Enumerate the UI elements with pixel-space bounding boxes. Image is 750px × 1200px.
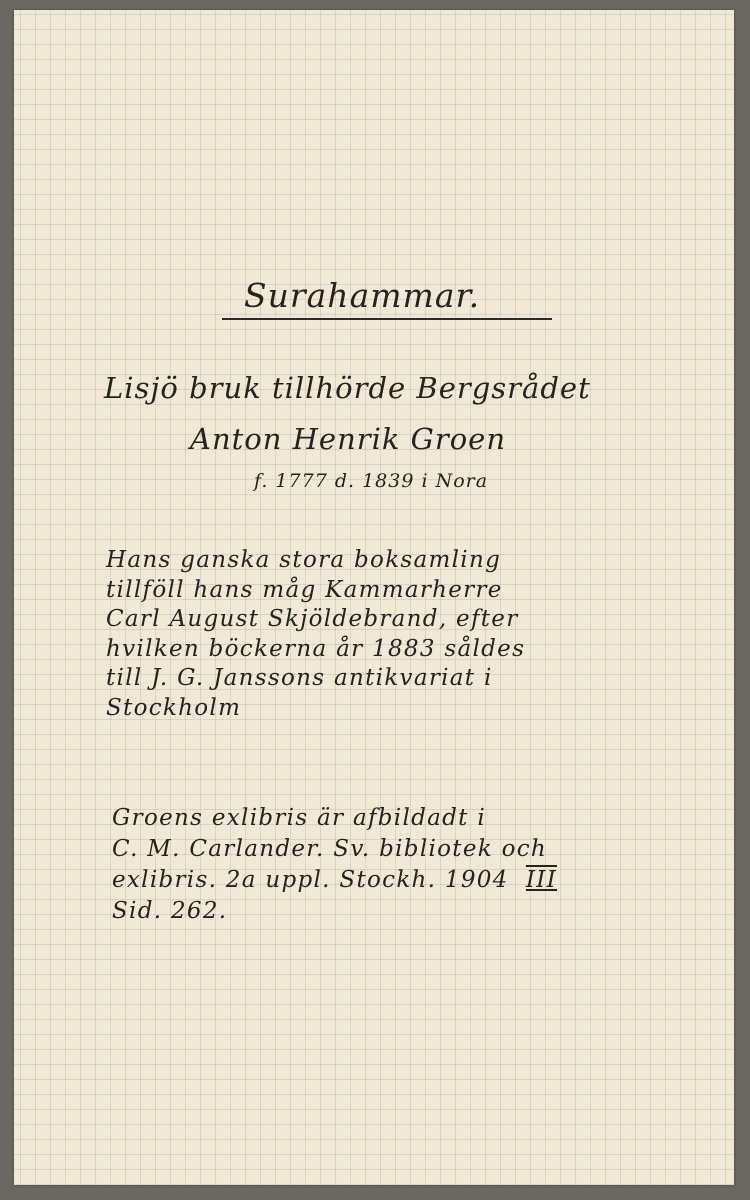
owner-name: Anton Henrik Groen <box>190 422 507 456</box>
ownership-line: Lisjö bruk tillhörde Bergsrådet <box>104 371 591 405</box>
reference-line: Sid. 262. <box>112 898 228 924</box>
manuscript-sheet <box>14 10 734 1185</box>
reference-line: C. M. Carlander. Sv. bibliotek och <box>112 836 548 862</box>
reference-line-with-volume <box>112 865 557 896</box>
reference-line: Groens exlibris är afbildadt i <box>112 805 486 831</box>
paragraph-line: hvilken böckerna år 1883 såldes <box>106 635 526 662</box>
paragraph-line: Carl August Skjöldebrand, efter <box>106 606 519 632</box>
collection-paragraph <box>106 546 525 723</box>
paragraph-line: till J. G. Janssons antikvariat i <box>106 665 493 691</box>
paragraph-line: Stockholm <box>106 694 242 721</box>
title-underline <box>222 318 552 320</box>
owner-dates: f. 1777 d. 1839 i Nora <box>254 470 489 492</box>
paragraph-line: tillföll hans måg Kammarherre <box>106 576 503 603</box>
reference-line: exlibris. 2a uppl. Stockh. 1904 <box>112 867 509 893</box>
document-title: Surahammar. <box>244 276 481 315</box>
reference-paragraph <box>112 803 557 927</box>
volume-number: III <box>525 867 558 893</box>
paragraph-line: Hans ganska stora boksamling <box>106 547 502 573</box>
